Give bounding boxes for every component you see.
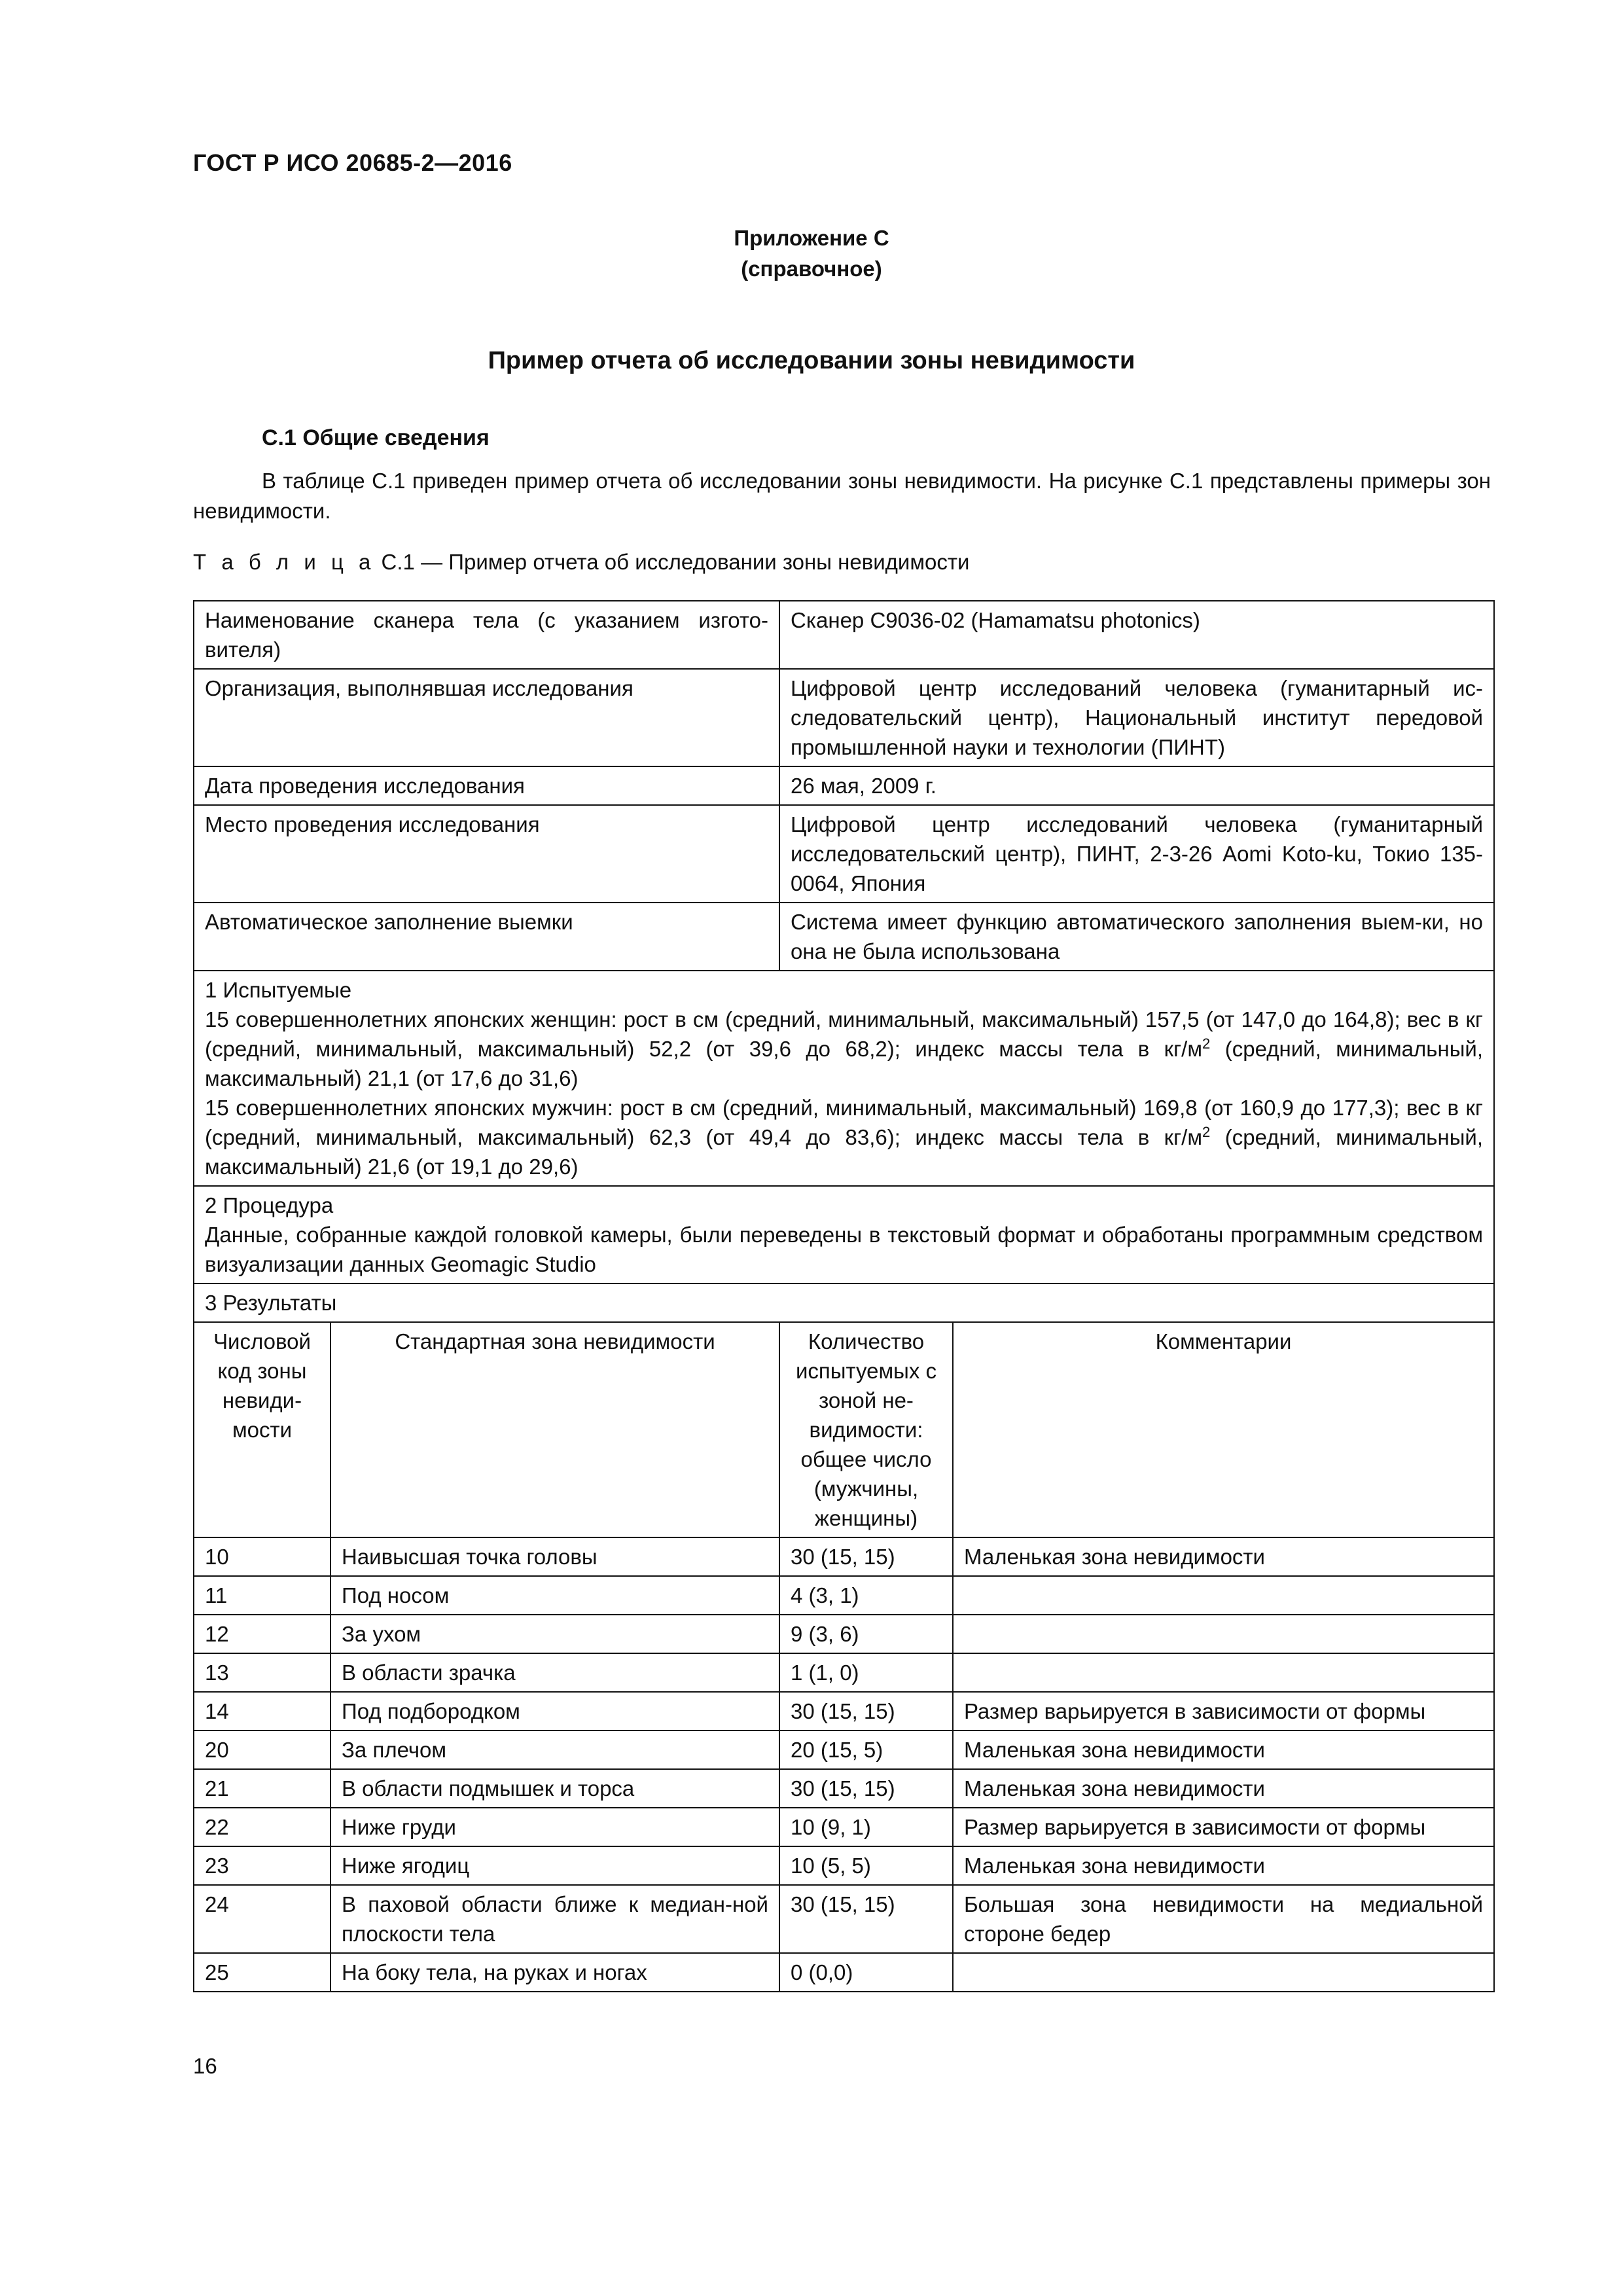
info-label: Автоматическое заполнение выемки <box>194 903 779 971</box>
zone-count-cell: 30 (15, 15) <box>779 1769 953 1808</box>
zone-code-cell: 12 <box>194 1615 330 1653</box>
info-value: Цифровой центр исследований человека (гуманитарный ис-следовательский центр), Национальный институт передовой промышленной науки и технологии (ПИНТ) <box>779 669 1494 766</box>
table-row <box>194 1576 1494 1615</box>
zone-comment-cell: Размер варьируется в зависимости от формы <box>953 1692 1494 1731</box>
zone-count-cell: 30 (15, 15) <box>779 1537 953 1576</box>
zone-name-cell: В паховой области ближе к медиан-ной плоскости тела <box>330 1885 779 1953</box>
table-caption-text: — Пример отчета об исследовании зоны невидимости <box>421 550 970 574</box>
zone-code-cell: 21 <box>194 1769 330 1808</box>
page-number: 16 <box>193 2054 217 2078</box>
info-value: Сканер C9036-02 (Hamamatsu photonics) <box>779 601 1494 669</box>
zone-name-cell: В области зрачка <box>330 1653 779 1692</box>
results-header-row <box>194 1322 1494 1537</box>
zone-comment-cell: Маленькая зона невидимости <box>953 1769 1494 1808</box>
info-label: Дата проведения исследования <box>194 766 779 805</box>
subjects-women <box>205 1005 1483 1093</box>
table-row <box>194 1653 1494 1692</box>
procedure-text: Данные, собранные каждой головкой камеры, были переведены в текстовый формат и обработаны программным средством визуализации данных Geomagic Studio <box>205 1223 1484 1276</box>
zone-comment-cell: Маленькая зона невидимости <box>953 1537 1494 1576</box>
zone-comment-cell: Маленькая зона невидимости <box>953 1846 1494 1885</box>
header-zone: Стандартная зона невидимости <box>330 1322 779 1537</box>
zone-count-cell: 30 (15, 15) <box>779 1692 953 1731</box>
subjects-row <box>194 971 1494 1186</box>
zone-name-cell: Под подбородком <box>330 1692 779 1731</box>
zone-code-cell: 25 <box>194 1953 330 1992</box>
zone-comment-cell: Маленькая зона невидимости <box>953 1731 1494 1769</box>
zone-name-cell: Под носом <box>330 1576 779 1615</box>
zone-count-cell: 10 (5, 5) <box>779 1846 953 1885</box>
zone-name-cell: За плечом <box>330 1731 779 1769</box>
zone-count-cell: 0 (0,0) <box>779 1953 953 1992</box>
zone-count-cell: 20 (15, 5) <box>779 1731 953 1769</box>
info-value: 26 мая, 2009 г. <box>779 766 1494 805</box>
table-row <box>194 1731 1494 1769</box>
zone-count-cell: 1 (1, 0) <box>779 1653 953 1692</box>
subjects-women-text-a: 15 совершеннолетних японских женщин: рост в см (средний, минимальный, максимальный) 157,5 (от 147,0 до 164,8); вес в кг (средний, минимальный, максимальный) 52,2 (от 39,6 до 68,2); индекс массы тела в кг/м <box>205 1007 1484 1061</box>
info-row <box>194 601 1494 669</box>
table-row <box>194 1953 1494 1992</box>
table-row <box>194 1537 1494 1576</box>
zone-comment-cell <box>953 1953 1494 1992</box>
zone-name-cell: Наивысшая точка головы <box>330 1537 779 1576</box>
procedure-title: 2 Процедура <box>205 1193 334 1217</box>
zone-comment-cell <box>953 1576 1494 1615</box>
table-row <box>194 1846 1494 1885</box>
table-row <box>194 1808 1494 1846</box>
subjects-title: 1 Испытуемые <box>205 978 352 1002</box>
header-comment: Комментарии <box>953 1322 1494 1537</box>
table-row <box>194 1885 1494 1953</box>
zone-name-cell: Ниже груди <box>330 1808 779 1846</box>
zone-code-cell: 13 <box>194 1653 330 1692</box>
info-value: Система имеет функцию автоматического заполнения выем-ки, но она не была использована <box>779 903 1494 971</box>
zone-comment-cell <box>953 1615 1494 1653</box>
section-title: С.1 Общие сведения <box>262 425 490 450</box>
zone-code-cell: 10 <box>194 1537 330 1576</box>
results-title: 3 Результаты <box>194 1283 1494 1322</box>
zone-comment-cell <box>953 1653 1494 1692</box>
zone-code-cell: 24 <box>194 1885 330 1953</box>
zone-comment-cell: Большая зона невидимости на медиальной стороне бедер <box>953 1885 1494 1953</box>
table-row <box>194 1692 1494 1731</box>
zone-count-cell: 9 (3, 6) <box>779 1615 953 1653</box>
section-intro-text: В таблице С.1 приведен пример отчета об исследовании зоны невидимости. На рисунке С.1 представлены примеры зон невидимости. <box>193 469 1491 523</box>
table-row <box>194 1769 1494 1808</box>
zone-code-cell: 20 <box>194 1731 330 1769</box>
report-table <box>193 600 1495 1992</box>
procedure-row <box>194 1186 1494 1283</box>
header-code: Числовой код зоны невиди-мости <box>194 1322 330 1537</box>
zone-code-cell: 14 <box>194 1692 330 1731</box>
subjects-men-text-a: 15 совершеннолетних японских мужчин: рост в см (средний, минимальный, максимальный) 169,8 (от 160,9 до 177,3); вес в кг (средний, минимальный, максимальный) 62,3 (от 49,4 до 83,6); индекс массы тела в кг/м <box>205 1096 1484 1149</box>
zone-code-cell: 11 <box>194 1576 330 1615</box>
zone-comment-cell: Размер варьируется в зависимости от формы <box>953 1808 1494 1846</box>
appendix-title: Приложение С <box>734 226 889 250</box>
procedure-cell <box>194 1186 1494 1283</box>
superscript: 2 <box>1202 1124 1211 1140</box>
table-caption-label: Т а б л и ц а <box>193 550 376 574</box>
superscript: 2 <box>1202 1035 1211 1052</box>
subjects-cell <box>194 971 1494 1186</box>
table-caption-number: С.1 <box>381 550 415 574</box>
info-row <box>194 903 1494 971</box>
zone-count-cell: 30 (15, 15) <box>779 1885 953 1953</box>
zone-name-cell: За ухом <box>330 1615 779 1653</box>
zone-count-cell: 4 (3, 1) <box>779 1576 953 1615</box>
subjects-women-text-b: (средний, минимальный, максимальный) 21,1 (от 17,6 до 31,6) <box>205 1037 1484 1090</box>
info-row <box>194 805 1494 903</box>
results-title-row <box>194 1283 1494 1322</box>
zone-name-cell: В области подмышек и торса <box>330 1769 779 1808</box>
info-label: Место проведения исследования <box>194 805 779 903</box>
table-caption <box>193 550 969 575</box>
zone-name-cell: Ниже ягодиц <box>330 1846 779 1885</box>
main-title: Пример отчета об исследовании зоны невидимости <box>488 347 1135 374</box>
zone-code-cell: 23 <box>194 1846 330 1885</box>
document-header: ГОСТ Р ИСО 20685-2—2016 <box>193 149 512 176</box>
info-row <box>194 669 1494 766</box>
table-row <box>194 1615 1494 1653</box>
info-value: Цифровой центр исследований человека (гуманитарный исследовательский центр), ПИНТ, 2-3-26 Aomi Koto-ku, Токио 135-0064, Япония <box>779 805 1494 903</box>
info-label: Наименование сканера тела (с указанием изгото-вителя) <box>194 601 779 669</box>
results-body <box>194 1537 1494 1992</box>
header-count: Количество испытуемых с зоной не-видимости: общее число (мужчины, женщины) <box>779 1322 953 1537</box>
info-row <box>194 766 1494 805</box>
info-label: Организация, выполнявшая исследования <box>194 669 779 766</box>
zone-name-cell: На боку тела, на руках и ногах <box>330 1953 779 1992</box>
appendix-subtitle: (справочное) <box>741 257 882 281</box>
subjects-men-text-b: (средний, минимальный, максимальный) 21,6 (от 19,1 до 29,6) <box>205 1125 1484 1179</box>
zone-count-cell: 10 (9, 1) <box>779 1808 953 1846</box>
subjects-men <box>205 1093 1483 1181</box>
zone-code-cell: 22 <box>194 1808 330 1846</box>
